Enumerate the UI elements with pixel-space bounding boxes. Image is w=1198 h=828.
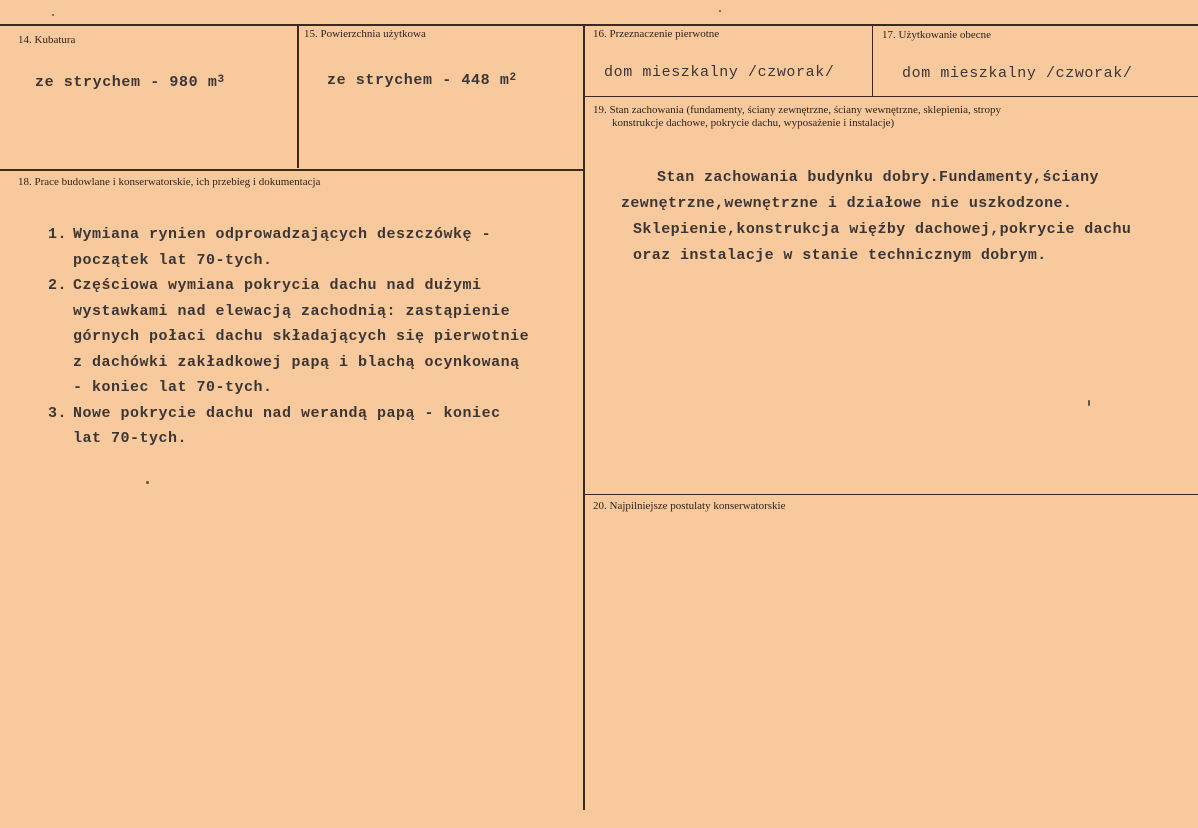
field-14-exponent: 3 [217,74,225,86]
field-19-label-line1: 19. Stan zachowania (fundamenty, ściany zewnętrzne, ściany wewnętrzne, sklepienia, stropy [593,104,1001,116]
divider-16-17 [872,24,873,96]
field-15-exponent: 2 [509,72,517,84]
list-item-number: 3. [48,404,68,422]
rule-20-top [584,494,1198,495]
list-item-line: wystawkami nad elewacją zachodnią: zastąpienie [73,302,511,320]
field-19-line: Stan zachowania budynku dobry.Fundamenty,ściany [657,169,1099,186]
paper-speck [719,10,721,12]
field-14-label: 14. Kubatura [18,34,76,46]
field-18-label: 18. Prace budowlane i konserwatorskie, ich przebieg i dokumentacja [18,176,321,188]
rule-18-top [0,169,584,171]
field-19-line: zewnętrzne,wewnętrzne i działowe nie uszkodzone. [621,195,1073,212]
field-20-label: 20. Najpilniejsze postulaty konserwatorskie [593,500,786,512]
list-item-line: Wymiana rynien odprowadzających deszczówkę - [73,226,492,243]
list-item-line: górnych połaci dachu składających się pierwotnie [73,328,530,345]
divider-14-15 [297,24,299,168]
top-border [0,24,1198,26]
list-item-line: z dachówki zakładkowej papą i blachą ocynkowaną [73,353,520,371]
list-item-line: początek lat 70-tych. [73,251,273,269]
field-16-label: 16. Przeznaczenie pierwotne [593,28,720,40]
list-item-line: - koniec lat 70-tych. [73,379,273,396]
field-17-label: 17. Użytkowanie obecne [882,29,992,41]
field-17-value: dom mieszkalny /czworak/ [902,65,1133,82]
field-15-label: 15. Powierzchnia użytkowa [304,28,426,40]
paper-speck [1088,400,1090,406]
rule-16-17-bottom [584,96,1198,97]
list-item-line: Częściowa wymiana pokrycia dachu nad dużymi [73,277,482,294]
field-18-list [48,222,529,452]
paper-speck [52,14,54,16]
field-19-text [621,165,1132,269]
field-15-value [327,72,517,89]
field-14-value [35,74,225,91]
field-14-text: ze strychem - 980 m [35,74,218,91]
divider-main [583,24,585,810]
field-19-line: Sklepienie,konstrukcja więźby dachowej,pokrycie dachu [633,221,1132,238]
list-item-line: lat 70-tych. [73,430,188,447]
field-16-value: dom mieszkalny /czworak/ [604,64,835,81]
field-19-label [593,104,1001,130]
field-19-label-line2: konstrukcje dachowe, pokrycie dachu, wyposażenie i instalacje) [612,117,895,129]
field-15-text: ze strychem - 448 m [327,72,510,89]
paper-speck [146,481,149,484]
list-item [48,273,529,401]
list-item [48,222,529,273]
field-19-line: oraz instalacje w stanie technicznym dobrym. [633,247,1047,264]
list-item [48,401,529,452]
list-item-number: 1. [48,226,68,243]
list-item-line: Nowe pokrycie dachu nad werandą papą - koniec [73,404,501,422]
list-item-number: 2. [48,277,68,294]
